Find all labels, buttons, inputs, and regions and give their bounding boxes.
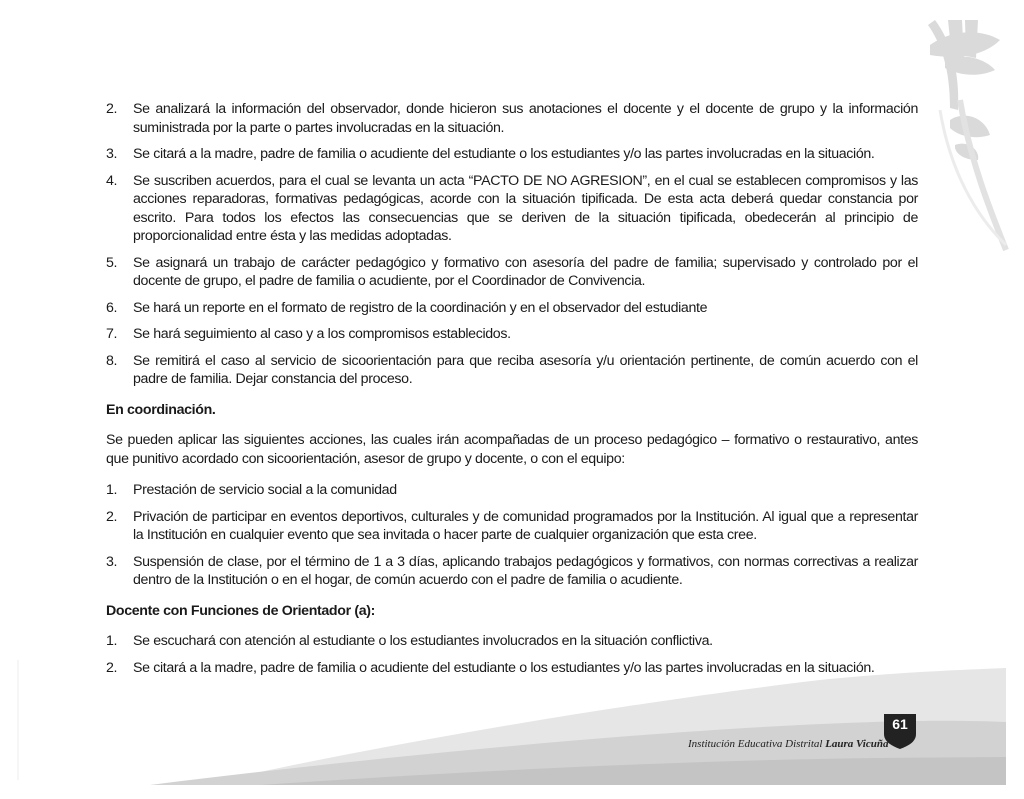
list-item <box>106 632 918 651</box>
numbered-list <box>106 100 918 389</box>
list-item <box>106 254 918 291</box>
list-item-text: Se suscriben acuerdos, para el cual se levanta un acta “PACTO DE NO AGRESION”, en el cual se establecen compromisos y las acciones reparadoras, formativas pedagógicas, acorde con la situación tipificada. De esta acta deberá quedar constancia por escrito. Para todos los efectos las consecuencias que se deriven de la situación tipificada, obedecerán al principio de proporcionalidad entre ésta y las medidas adoptadas. <box>133 172 918 244</box>
footer-institution-name: Laura Vicuña <box>825 738 889 750</box>
list-item-text: Se citará a la madre, padre de familia o acudiente del estudiante o los estudiantes y/o las partes involucradas en la situación. <box>133 146 875 162</box>
list-item-number: 3. <box>106 146 118 162</box>
list-item <box>106 299 918 318</box>
list-item-number: 7. <box>106 326 118 342</box>
list-item <box>106 553 918 590</box>
list-item <box>106 325 918 344</box>
list-item <box>106 481 918 500</box>
list-item-number: 2. <box>106 101 118 117</box>
list-item-number: 1. <box>106 482 118 498</box>
section-heading: En coordinación. <box>106 401 216 418</box>
list-item <box>106 508 918 545</box>
list-item-number: 8. <box>106 352 118 369</box>
section-paragraph: Se pueden aplicar las siguientes acciones, las cuales irán acompañadas de un proceso pedagógico – formativo o restaurativo, antes que punitivo acordado con sicoorientación, asesor de grupo y docente, o con el equipo: <box>106 432 918 467</box>
list-item-text: Se remitirá el caso al servicio de sicoorientación para que reciba asesoría y/u orientación pertinente, de común acuerdo con el padre de familia. Dejar constancia del proceso. <box>133 352 918 387</box>
numbered-list <box>106 632 918 677</box>
list-item-text: Se citará a la madre, padre de familia o acudiente del estudiante o los estudiantes y/o las partes involucradas en la situación. <box>133 659 875 676</box>
list-item-number: 1. <box>106 633 118 649</box>
list-item-text: Privación de participar en eventos deportivos, culturales y de comunidad programados por la Institución. Al igual que a representar la Institución en cualquier evento que sea invitada o hacer parte de cualquier organización que esta cree. <box>133 508 918 543</box>
numbered-list <box>106 481 918 590</box>
list-item-text: Se analizará la información del observador, donde hicieron sus anotaciones el docente y el docente de grupo y la información suministrada por la parte o partes involucradas en la situación. <box>133 101 918 136</box>
list-item <box>106 172 918 246</box>
list-item-text: Se asignará un trabajo de carácter pedagógico y formativo con asesoría del padre de familia; supervisado y controlado por el docente de grupo, el padre de familia o acudiente, por el Coordinador de Convivencia. <box>133 254 918 289</box>
list-item-text: Suspensión de clase, por el término de 1 a 3 días, aplicando trabajos pedagógicos y formativos, con normas correctivas a realizar dentro de la Institución o en el hogar, de común acuerdo con el padre de familia o acudiente. <box>133 553 918 588</box>
list-item-text: Prestación de servicio social a la comunidad <box>133 482 397 498</box>
footer-institution-prefix: Institución Educativa Distrital <box>688 738 823 750</box>
page-content <box>106 100 918 685</box>
list-item <box>106 145 918 164</box>
list-item-number: 5. <box>106 254 118 271</box>
list-item-number: 6. <box>106 299 118 316</box>
floral-decoration-icon <box>928 20 1000 160</box>
list-item-text: Se escuchará con atención al estudiante o los estudiantes involucrados en la situación conflictiva. <box>133 633 713 649</box>
list-item-number: 3. <box>106 553 118 570</box>
footer-institution <box>688 738 888 750</box>
page-number: 61 <box>892 716 908 732</box>
list-item-number: 2. <box>106 659 118 676</box>
list-item-number: 4. <box>106 172 118 189</box>
list-item <box>106 100 918 137</box>
section-heading: Docente con Funciones de Orientador (a): <box>106 602 375 619</box>
list-item <box>106 352 918 389</box>
list-item-text: Se hará seguimiento al caso y a los compromisos establecidos. <box>133 326 511 342</box>
list-item-number: 2. <box>106 508 118 525</box>
list-item <box>106 659 918 678</box>
list-item-text: Se hará un reporte en el formato de registro de la coordinación y en el observador del estudiante <box>133 299 708 316</box>
